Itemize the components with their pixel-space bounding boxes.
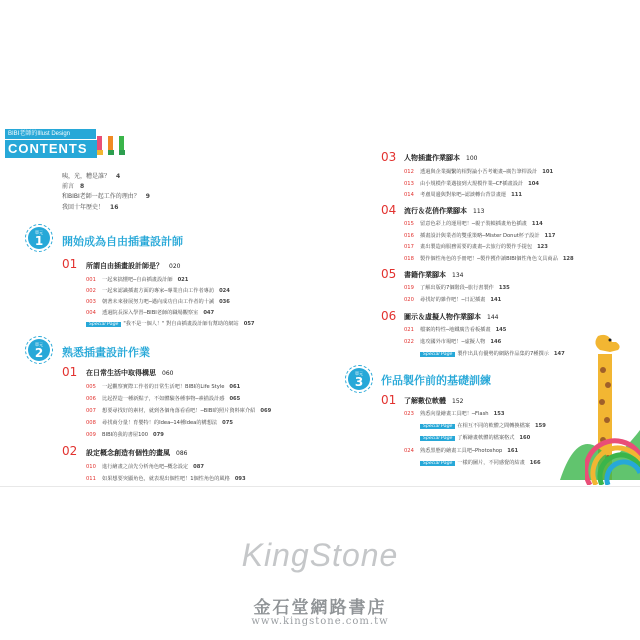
unit-title: 熟悉插畫設計作業 bbox=[62, 346, 150, 359]
special-page-item: Special Page "我不是一個人！" 對自由插畫設計師有幫助的網站 057 bbox=[86, 320, 255, 327]
section-number: 01 bbox=[62, 365, 78, 379]
page-title: CONTENTS bbox=[5, 140, 97, 158]
section-title: 所謂自由插畫設計師是？ 020 bbox=[86, 262, 181, 270]
series-tag: BIBI老師的Illust Design bbox=[5, 129, 96, 139]
section-number: 02 bbox=[62, 444, 78, 458]
toc-item: 012 透過與企業撮繫的相對論小吾考範畫─廣告筆桿設計 101 bbox=[404, 169, 554, 175]
toc-item: 007 想要尋找好的素材，就到各個角落看看吧！─BIBI的照片資料庫介紹 069 bbox=[86, 408, 272, 414]
unit-title: 作品製作前的基礎訓練 bbox=[381, 374, 491, 387]
toc-item: 021 檔案的特性─地鐵廣告看板插畫 145 bbox=[404, 327, 507, 333]
unit-badge-3: 單元 3 bbox=[348, 368, 370, 390]
section-title: 人物插畫作業腳本 100 bbox=[404, 154, 478, 162]
toc-item: 019 了解出版的7個階段─旅行書製作 135 bbox=[404, 285, 510, 291]
preface-item: 咦，光，糟是誰？ 4 bbox=[62, 173, 121, 180]
section-title: 在日常生活中取得構思 060 bbox=[86, 369, 174, 377]
section-title: 圖示＆虛擬人物作業腳本 144 bbox=[404, 313, 499, 321]
section-title: 了解數位軟體 152 bbox=[404, 397, 464, 405]
unit-badge-1: 單元 1 bbox=[28, 227, 50, 249]
toc-item: 005 一起觀察實際工作者的日常生活吧！BIBI的Life Style 061 bbox=[86, 384, 241, 390]
unit-badge-2: 單元 2 bbox=[28, 339, 50, 361]
section-number: 04 bbox=[381, 203, 397, 217]
toc-item: 006 比起捏造一種新點子，不如體驗各種事物─素描設計感 065 bbox=[86, 396, 241, 402]
section-title: 書籍作業腳本 134 bbox=[404, 271, 464, 279]
pencils-icon bbox=[95, 134, 135, 158]
section-number: 06 bbox=[381, 309, 397, 323]
section-title: 設定概念創造有個性的畫風 086 bbox=[86, 449, 188, 457]
toc-item: 013 由小規模作業邁接到大規模作業─CF插畫設計 104 bbox=[404, 181, 539, 187]
toc-item: 003 朝著未來發展努力吧─邁向成功自由工作者的十誡 036 bbox=[86, 299, 230, 305]
special-page-item: Special Page 在相互不同的軟體之間轉換檔案 159 bbox=[420, 422, 546, 429]
watermark-cn: 金石堂網路書店 bbox=[253, 598, 387, 618]
toc-item: 017 畫出製造商服務需要的畫畫─去旅行的製作手提包 123 bbox=[404, 244, 548, 250]
toc-item: 002 一起來認識插畫方面的專家─專業自由工作者專訪 024 bbox=[86, 288, 230, 294]
section-number: 01 bbox=[381, 393, 397, 407]
toc-item: 004 透過院長深入學習─BIBI老師的職場觀察室 047 bbox=[86, 310, 215, 316]
toc-item: 010 進行繪畫之前先分析角色吧─概念設定 087 bbox=[86, 464, 204, 470]
preface-item: 和BIBI老師一起工作的理由？ 9 bbox=[62, 193, 150, 200]
unit-title: 開始成為自由插畫設計師 bbox=[62, 235, 183, 248]
section-number: 03 bbox=[381, 150, 397, 164]
toc-item: 011 如果想要突顯角色，就表現出個性吧！1個性角色的風格 093 bbox=[86, 476, 246, 482]
preface-item: 前言 8 bbox=[62, 183, 85, 190]
toc-item: 020 尋找好的雜作吧！─日記插畫 141 bbox=[404, 297, 502, 303]
special-page-item: Special Page 了解繪畫軟體的檔案格式 160 bbox=[420, 434, 530, 441]
toc-item: 022 進攻國外市場吧！─虛擬人物 146 bbox=[404, 339, 502, 345]
toc-item: 023 熟悉向量繪畫工具吧！─Flash 153 bbox=[404, 411, 505, 417]
section-title: 流行＆花俏作業腳本 113 bbox=[404, 207, 485, 215]
section-number: 05 bbox=[381, 267, 397, 281]
divider bbox=[0, 486, 640, 487]
toc-item: 018 製作個性角色的手冊吧！─製作獲作讀BIBI個性角色文具商品 128 bbox=[404, 256, 574, 262]
toc-item: 016 插畫設計與業者的雙重策略─Mister Donut杯子設計 117 bbox=[404, 233, 556, 239]
toc-item: 009 BIBI的我的書屋100 079 bbox=[86, 432, 164, 438]
special-page-item: Special Page 一樣的圖片，不同感覺的結畫 166 bbox=[420, 459, 541, 466]
toc-item: 014 考慮周邊與對象吧─認談轉台背景畫運 111 bbox=[404, 192, 522, 198]
section-number: 01 bbox=[62, 257, 78, 271]
watermark-brand: KingStone bbox=[241, 537, 399, 573]
preface-item: 我回十年歷史！ 16 bbox=[62, 204, 119, 211]
rainbow-illustration-icon bbox=[585, 425, 640, 485]
toc-item: 001 一起來搞懂吧─自由插畫設計師 021 bbox=[86, 277, 189, 283]
watermark-url: www.kingstone.com.tw bbox=[251, 616, 389, 627]
toc-item: 008 尋找商分量！育嬰特！的Idea─14種Idea的構想法 075 bbox=[86, 420, 233, 426]
special-page-item: Special Page 製作出具有優勢的網路作品集的7種撰示 147 bbox=[420, 350, 565, 357]
toc-item: 015 留意色彩上的運用吧！─親子裝幀插畫角色插畫 114 bbox=[404, 221, 543, 227]
toc-item: 024 熟悉黑態的繪畫工具吧─Photoshop 161 bbox=[404, 448, 519, 454]
